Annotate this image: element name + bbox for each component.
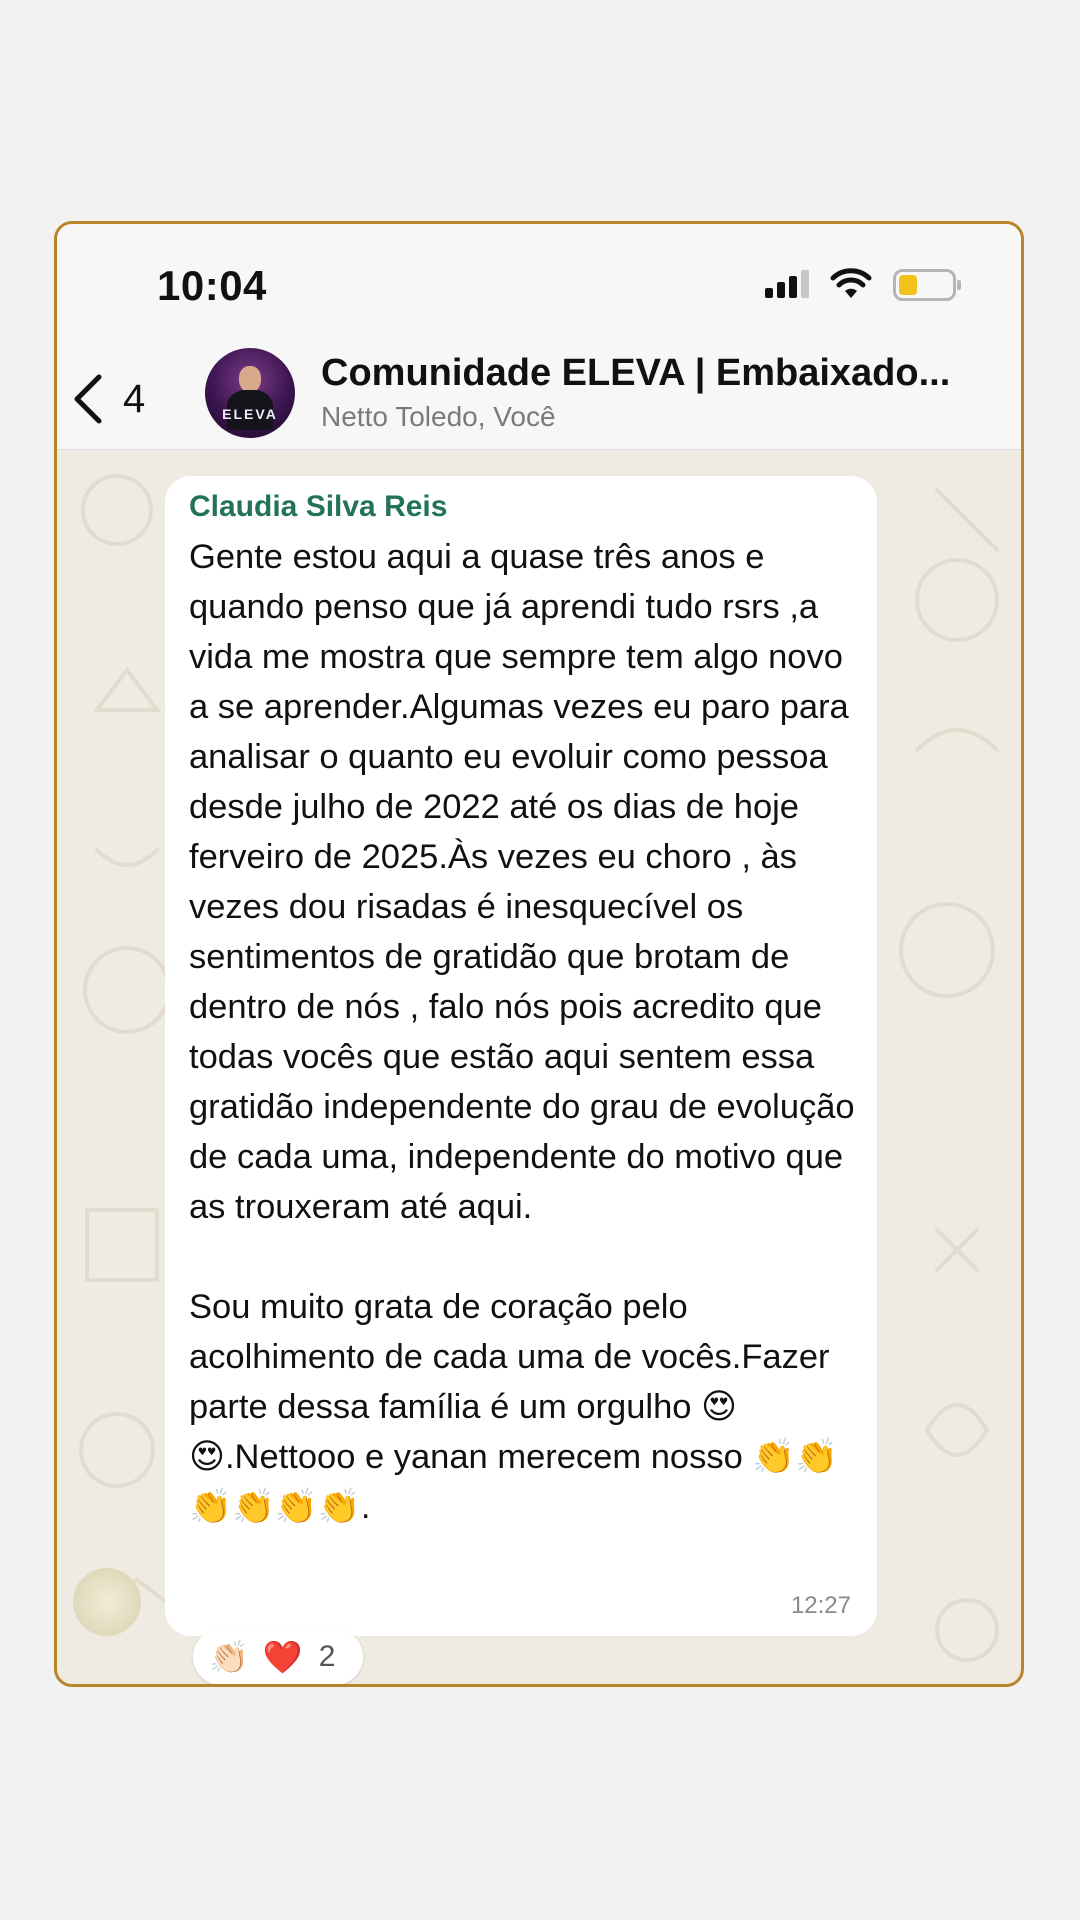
message-time: 12:27 xyxy=(790,1592,851,1619)
unread-count: 4 xyxy=(123,376,146,421)
message-sender[interactable]: Claudia Silva Reis xyxy=(189,490,448,523)
chevron-left-icon xyxy=(71,373,105,425)
wifi-icon xyxy=(830,268,872,300)
message-bubble[interactable] xyxy=(165,476,877,1636)
back-button[interactable] xyxy=(71,364,181,434)
status-time: 10:04 xyxy=(157,262,267,309)
chat-participants: Netto Toledo, Você xyxy=(321,401,556,432)
avatar-logo-text: ELEVA xyxy=(222,406,278,422)
battery-icon xyxy=(893,269,963,301)
message-reactions[interactable] xyxy=(193,1629,363,1685)
avatar-person-head xyxy=(239,366,261,392)
message-text: Gente estou aqui a quase três anos e quando penso que já aprendi tudo rsrs ,a vida me mostra que sempre tem algo novo a se aprender.Algumas vezes eu paro para analisar o quanto eu evoluir como pessoa desde julho de 2022 até os dias de hoje ferveiro de 2025.Às vezes eu choro , às vezes dou risadas é inesquecível os sentimentos de gratidão que brotam de dentro de nós , falo nós pois acredito que todas vocês que estão aqui sentem essa gratidão independente do grau de evolução de cada uma, independente do motivo que as trouxeram até aqui. Sou muito grata de coração pelo acolhimento de cada uma de vocês.Fazer parte dessa família é um orgulho 😍😍.Nettooo e yanan merecem nosso 👏👏👏👏👏👏. xyxy=(189,538,855,1526)
phone-screenshot-frame xyxy=(54,221,1024,1687)
group-avatar[interactable] xyxy=(205,348,295,438)
heart-reaction-icon: ❤️ xyxy=(262,1639,303,1675)
top-bar xyxy=(57,224,1021,450)
chat-title[interactable]: Comunidade ELEVA | Embaixado... xyxy=(321,352,951,394)
cellular-signal-icon xyxy=(765,270,811,298)
reaction-count: 2 xyxy=(318,1640,336,1673)
sender-avatar[interactable] xyxy=(73,1568,141,1636)
clap-reaction-icon: 👏🏻 xyxy=(209,1639,249,1675)
